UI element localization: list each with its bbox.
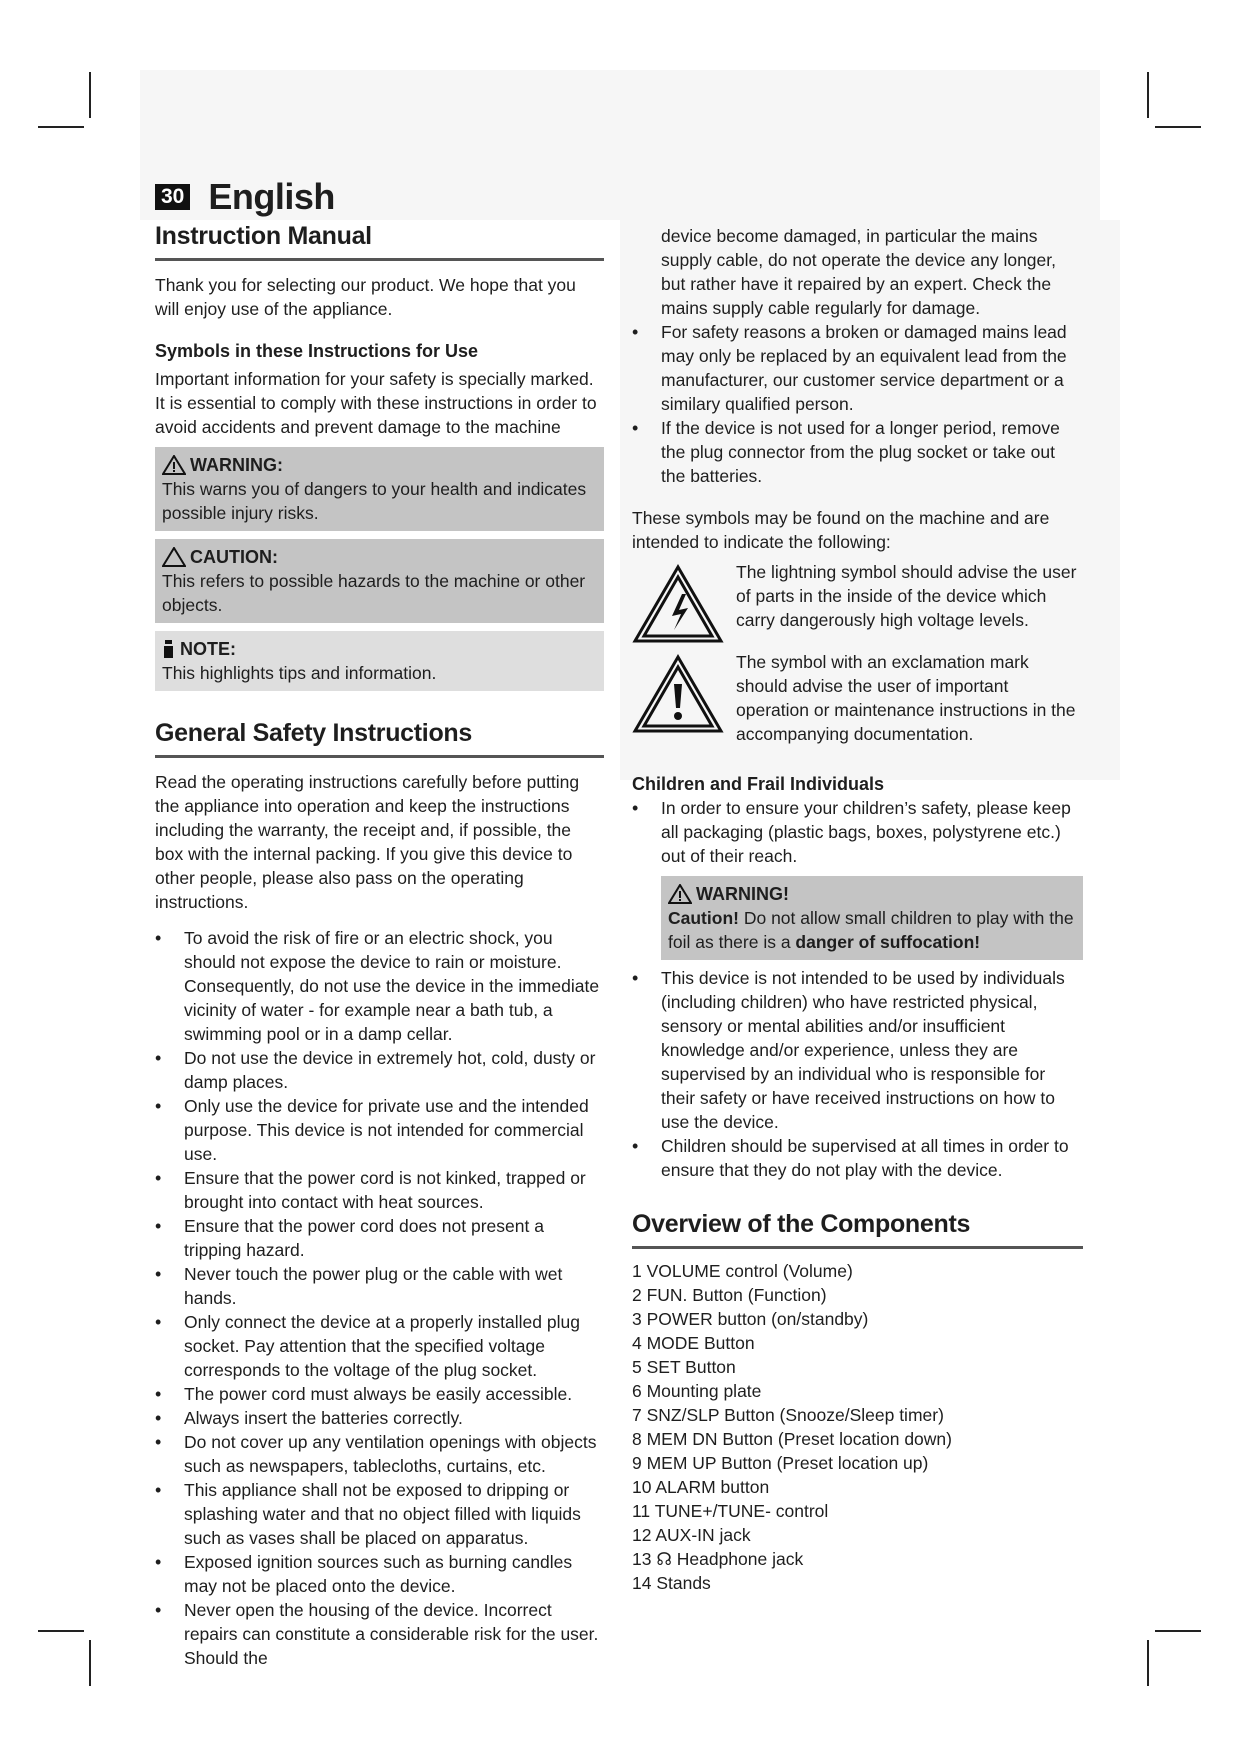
exclamation-symbol-row bbox=[632, 650, 1083, 746]
caution-label: Caution! bbox=[668, 908, 739, 928]
safety-list bbox=[155, 926, 604, 1670]
language-title: English bbox=[208, 176, 335, 217]
children-list bbox=[632, 796, 1083, 868]
list-item: • For safety reasons a broken or damaged mains lead may only be replaced by an equivalent lead from the manufacturer, our customer service department or a similary qualified person. bbox=[632, 320, 1083, 416]
lightning-text: The lightning symbol should advise the user of parts in the inside of the device which carry dangerously high voltage levels. bbox=[736, 562, 1077, 630]
left-column bbox=[155, 220, 604, 1670]
symbols-heading: Symbols in these Instructions for Use bbox=[155, 341, 479, 361]
component-item: 13 ☊ Headphone jack bbox=[632, 1549, 804, 1569]
intro-text: Thank you for selecting our product. We hope that you will enjoy use of the appliance. bbox=[155, 275, 576, 319]
warning2-text-a: Do not allow small children to play with the foil as there is a bbox=[668, 908, 1074, 952]
warning-triangle-icon bbox=[162, 455, 186, 475]
component-item: 4 MODE Button bbox=[632, 1333, 755, 1353]
component-item: 7 SNZ/SLP Button (Snooze/Sleep timer) bbox=[632, 1405, 944, 1425]
general-safety-heading: General Safety Instructions bbox=[155, 717, 604, 758]
exclamation-text: The symbol with an exclamation mark should advise the user of important operation or maintenance instructions in the accompanying documentation. bbox=[736, 652, 1076, 744]
right-column bbox=[632, 224, 1083, 1595]
warning-box bbox=[155, 447, 604, 531]
lightning-warning-icon bbox=[632, 564, 724, 644]
instruction-manual-heading: Instruction Manual bbox=[155, 220, 604, 261]
warning-text: This warns you of dangers to your health and indicates possible injury risks. bbox=[162, 479, 587, 523]
continued-bullet-text: device become damaged, in particular the mains supply cable, do not operate the device any longer, but rather have it repaired by an expert. Check the mains supply cable regularly for damage. bbox=[661, 226, 1056, 318]
list-item: • Ensure that the power cord is not kinked, trapped or brought into contact with heat sources. bbox=[155, 1166, 604, 1214]
warning-title: WARNING: bbox=[190, 455, 283, 475]
list-item: • Ensure that the power cord does not present a tripping hazard. bbox=[155, 1214, 604, 1262]
list-item: • Never open the housing of the device. Incorrect repairs can constitute a considerable risk for the user. Should the bbox=[155, 1598, 604, 1670]
exclamation-warning-icon bbox=[632, 654, 724, 734]
component-item: 3 POWER button (on/standby) bbox=[632, 1309, 869, 1329]
component-item: 12 AUX-IN jack bbox=[632, 1525, 751, 1545]
caution-text: This refers to possible hazards to the machine or other objects. bbox=[162, 571, 586, 615]
warning2-title: WARNING! bbox=[696, 884, 789, 904]
list-item: • This appliance shall not be exposed to dripping or splashing water and that no object filled with liquids such as vases shall be placed on apparatus. bbox=[155, 1478, 604, 1550]
note-box bbox=[155, 631, 604, 691]
list-item: • The power cord must always be easily accessible. bbox=[155, 1382, 604, 1406]
warning-suffocation-box bbox=[661, 876, 1083, 960]
component-item: 14 Stands bbox=[632, 1573, 711, 1593]
symbols-intro: These symbols may be found on the machine and are intended to indicate the following: bbox=[632, 508, 1050, 552]
component-item: 9 MEM UP Button (Preset location up) bbox=[632, 1453, 929, 1473]
component-item: 8 MEM DN Button (Preset location down) bbox=[632, 1429, 952, 1449]
components-list bbox=[632, 1259, 1083, 1595]
note-title: NOTE: bbox=[180, 639, 236, 659]
warning2-text bbox=[668, 906, 1076, 954]
warning-triangle-icon bbox=[668, 884, 692, 904]
safety-list-continued bbox=[632, 320, 1083, 488]
crop-mark-br-v bbox=[1147, 1640, 1149, 1686]
page-header bbox=[155, 176, 335, 218]
component-item: 2 FUN. Button (Function) bbox=[632, 1285, 827, 1305]
list-item: • Never touch the power plug or the cable with wet hands. bbox=[155, 1262, 604, 1310]
component-item: 6 Mounting plate bbox=[632, 1381, 762, 1401]
page-number: 30 bbox=[155, 184, 190, 210]
component-item: 11 TUNE+/TUNE- control bbox=[632, 1501, 829, 1521]
caution-title: CAUTION: bbox=[190, 547, 278, 567]
list-item: • In order to ensure your children’s safety, please keep all packaging (plastic bags, boxes, polystyrene etc.) out of their reach. bbox=[632, 796, 1083, 868]
children-list-more bbox=[632, 966, 1083, 1182]
crop-mark-tr-h bbox=[1155, 126, 1201, 128]
list-item: • If the device is not used for a longer period, remove the plug connector from the plug socket or take out the batteries. bbox=[632, 416, 1083, 488]
component-item: 10 ALARM button bbox=[632, 1477, 770, 1497]
crop-mark-bl-h bbox=[38, 1630, 84, 1632]
symbols-text: Important information for your safety is specially marked. It is essential to comply with these instructions in order to avoid accidents and prevent damage to the machine bbox=[155, 369, 597, 437]
list-item: • Do not cover up any ventilation openings with objects such as newspapers, tablecloths, curtains, etc. bbox=[155, 1430, 604, 1478]
list-item: • Only use the device for private use and the intended purpose. This device is not intended for commercial use. bbox=[155, 1094, 604, 1166]
crop-mark-tl-v bbox=[89, 72, 91, 118]
list-item: • Always insert the batteries correctly. bbox=[155, 1406, 604, 1430]
crop-mark-tr-v bbox=[1147, 72, 1149, 118]
lightning-symbol-row bbox=[632, 560, 1083, 644]
safety-intro: Read the operating instructions carefully before putting the appliance into operation and keep the instructions including the warranty, the receipt and, if possible, the box with the internal packing. If you give this device to other people, please also pass on the operating instructions. bbox=[155, 772, 580, 912]
list-item: • Exposed ignition sources such as burning candles may not be placed onto the device. bbox=[155, 1550, 604, 1598]
crop-mark-tl-h bbox=[38, 126, 84, 128]
list-item: • To avoid the risk of fire or an electric shock, you should not expose the device to rain or moisture. Consequently, do not use the device in the immediate vicinity of water - for example near a bath tub, a swimming pool or in a damp cellar. bbox=[155, 926, 604, 1046]
list-item: • Do not use the device in extremely hot, cold, dusty or damp places. bbox=[155, 1046, 604, 1094]
list-item: • Only connect the device at a properly installed plug socket. Pay attention that the specified voltage corresponds to the voltage of the plug socket. bbox=[155, 1310, 604, 1382]
list-item: • Children should be supervised at all times in order to ensure that they do not play with the device. bbox=[632, 1134, 1083, 1182]
children-heading: Children and Frail Individuals bbox=[632, 774, 885, 794]
note-text: This highlights tips and information. bbox=[162, 663, 437, 683]
info-icon bbox=[162, 639, 176, 659]
caution-triangle-icon bbox=[162, 547, 186, 567]
list-item: • This device is not intended to be used by individuals (including children) who have restricted physical, sensory or mental abilities and/or insufficient knowledge and/or experience, unless they are supervised by an individual who is responsible for their safety or have received instructions on how to use the device. bbox=[632, 966, 1083, 1134]
caution-box bbox=[155, 539, 604, 623]
component-item: 1 VOLUME control (Volume) bbox=[632, 1261, 853, 1281]
warning2-text-b: danger of suffocation! bbox=[795, 932, 981, 952]
component-item: 5 SET Button bbox=[632, 1357, 736, 1377]
crop-mark-br-h bbox=[1155, 1630, 1201, 1632]
components-heading: Overview of the Components bbox=[632, 1208, 1083, 1249]
crop-mark-bl-v bbox=[89, 1640, 91, 1686]
